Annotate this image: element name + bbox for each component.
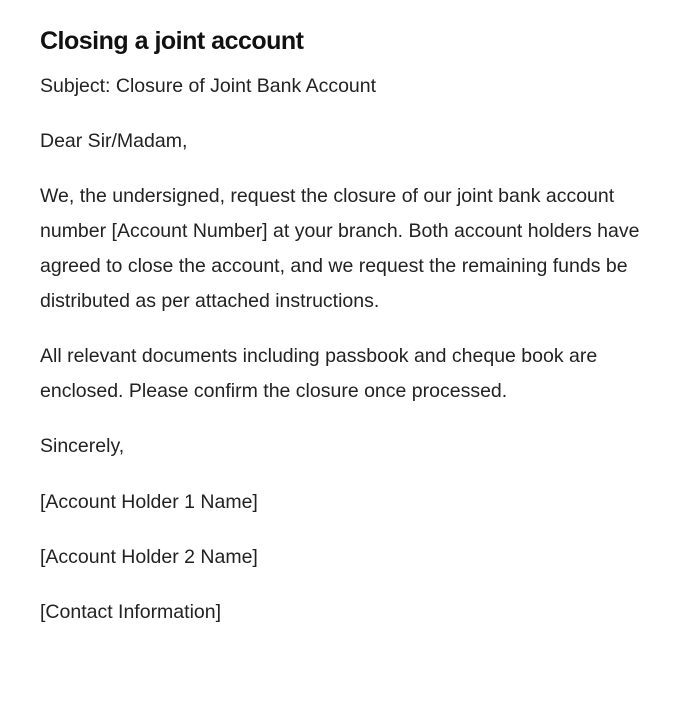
letter-body-paragraph-2: All relevant documents including passbook and cheque book are enclosed. Please confirm the closure once processed. xyxy=(40,345,598,402)
page-title: Closing a joint account xyxy=(40,27,304,55)
letter-document xyxy=(40,24,640,630)
letter-subject: Subject: Closure of Joint Bank Account xyxy=(40,75,377,97)
signature-account-holder-2: [Account Holder 2 Name] xyxy=(40,546,258,568)
contact-information: [Contact Information] xyxy=(40,601,222,623)
letter-body-paragraph-1: We, the undersigned, request the closure of our joint bank account number [Account Number] at your branch. Both account holders have agreed to close the account, and we request the remaining funds be distributed as per attached instructions. xyxy=(40,185,640,312)
signature-account-holder-1: [Account Holder 1 Name] xyxy=(40,491,258,513)
letter-closing: Sincerely, xyxy=(40,435,125,457)
letter-salutation: Dear Sir/Madam, xyxy=(40,130,188,152)
